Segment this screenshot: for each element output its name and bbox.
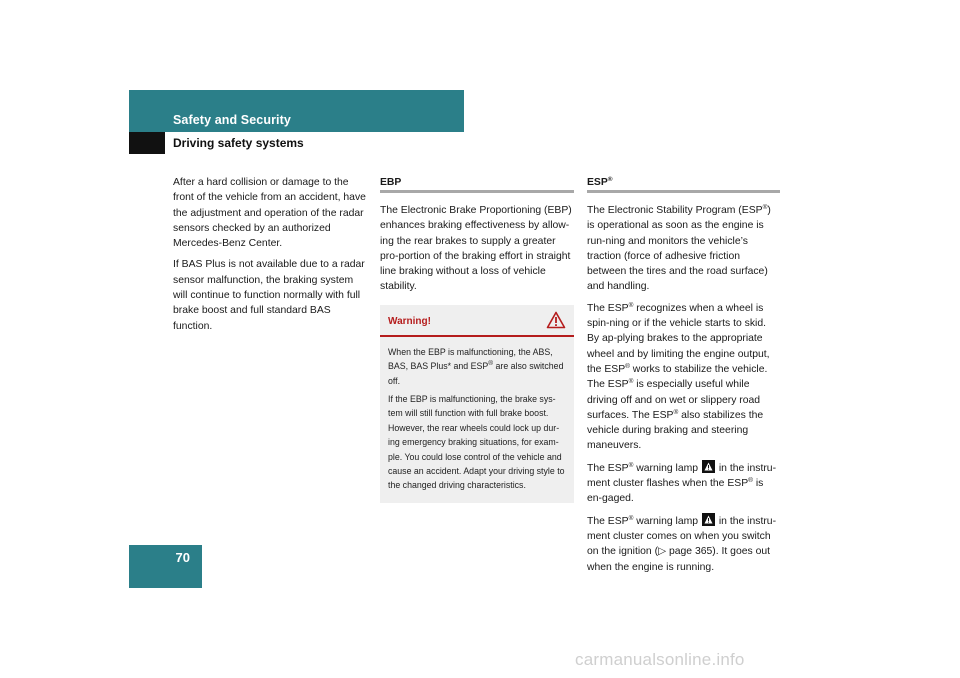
esp-warning-lamp-icon	[702, 513, 715, 526]
page-number-box	[129, 545, 202, 588]
esp-paragraph-1: The Electronic Stability Program (ESP®) is operational as soon as the engine is run-ning and monitors the vehicle’s traction (force of adhesive friction between the tires and the road surface) and handling.	[587, 204, 771, 293]
esp-warning-lamp-icon	[702, 460, 715, 473]
warning-triangle-icon	[546, 311, 566, 329]
esp-paragraph-2: The ESP® recognizes when a wheel is spin-ning or if the vehicle starts to skid. By ap-plying brakes to the appropriate wheel and by limiting the engine output, the ESP® works to stabilize the vehicle. The ESP® is especially useful while driving off and on wet or slippery road surfaces. The ESP® also stabilizes the vehicle during braking and steering maneuvers.	[587, 301, 770, 452]
warning-paragraph-2: If the EBP is malfunctioning, the brake sys-tem will still function with full brake boost. However, the rear wheels could lock up dur-ing emergency braking situations, for exam-ple. You could lose control of the vehicle and cause an accident. Adapt your driving style to the changed driving characteristics.	[388, 394, 565, 491]
warning-body	[380, 337, 574, 493]
column-middle	[380, 175, 574, 503]
esp-paragraph-3: The ESP® warning lamp in the instru-ment cluster flashes when the ESP® is en-gaged.	[587, 461, 777, 505]
warning-header	[380, 305, 574, 337]
page-reference-arrow-icon: ▷	[658, 546, 667, 558]
esp-paragraph-4: The ESP® warning lamp in the instru-ment cluster comes on when you switch on the ignition (▷ page 365). It goes out when the engine is running.	[587, 514, 777, 573]
watermark: carmanualsonline.info	[575, 650, 745, 669]
esp-heading: ESP®	[587, 175, 780, 193]
radar-collision-paragraph: After a hard collision or damage to the front of the vehicle from an accident, have the adjustment and operation of the radar sensors checked by an authorized Mercedes-Benz Center.	[173, 177, 366, 250]
warning-paragraph-1: When the EBP is malfunctioning, the ABS, BAS, BAS Plus* and ESP® are also switched off.	[388, 346, 564, 386]
header-notch	[129, 132, 165, 154]
ebp-heading: EBP	[380, 175, 574, 193]
warning-title: Warning!	[388, 315, 431, 327]
warning-box	[380, 305, 574, 503]
bas-plus-paragraph: If BAS Plus is not available due to a radar sensor malfunction, the braking system will continue to function normally with full brake boost and full standard BAS function.	[173, 259, 365, 332]
section-title: Safety and Security	[173, 113, 291, 127]
subsection-title: Driving safety systems	[173, 136, 304, 150]
page-number: 70	[175, 550, 190, 565]
column-left	[173, 175, 368, 340]
ebp-paragraph: The Electronic Brake Proportioning (EBP) enhances braking effectiveness by allow-ing the rear brakes to supply a greater pro-portion of the braking effort in straight line braking without a loss of vehicle stability.	[380, 205, 572, 293]
column-right	[587, 175, 780, 581]
